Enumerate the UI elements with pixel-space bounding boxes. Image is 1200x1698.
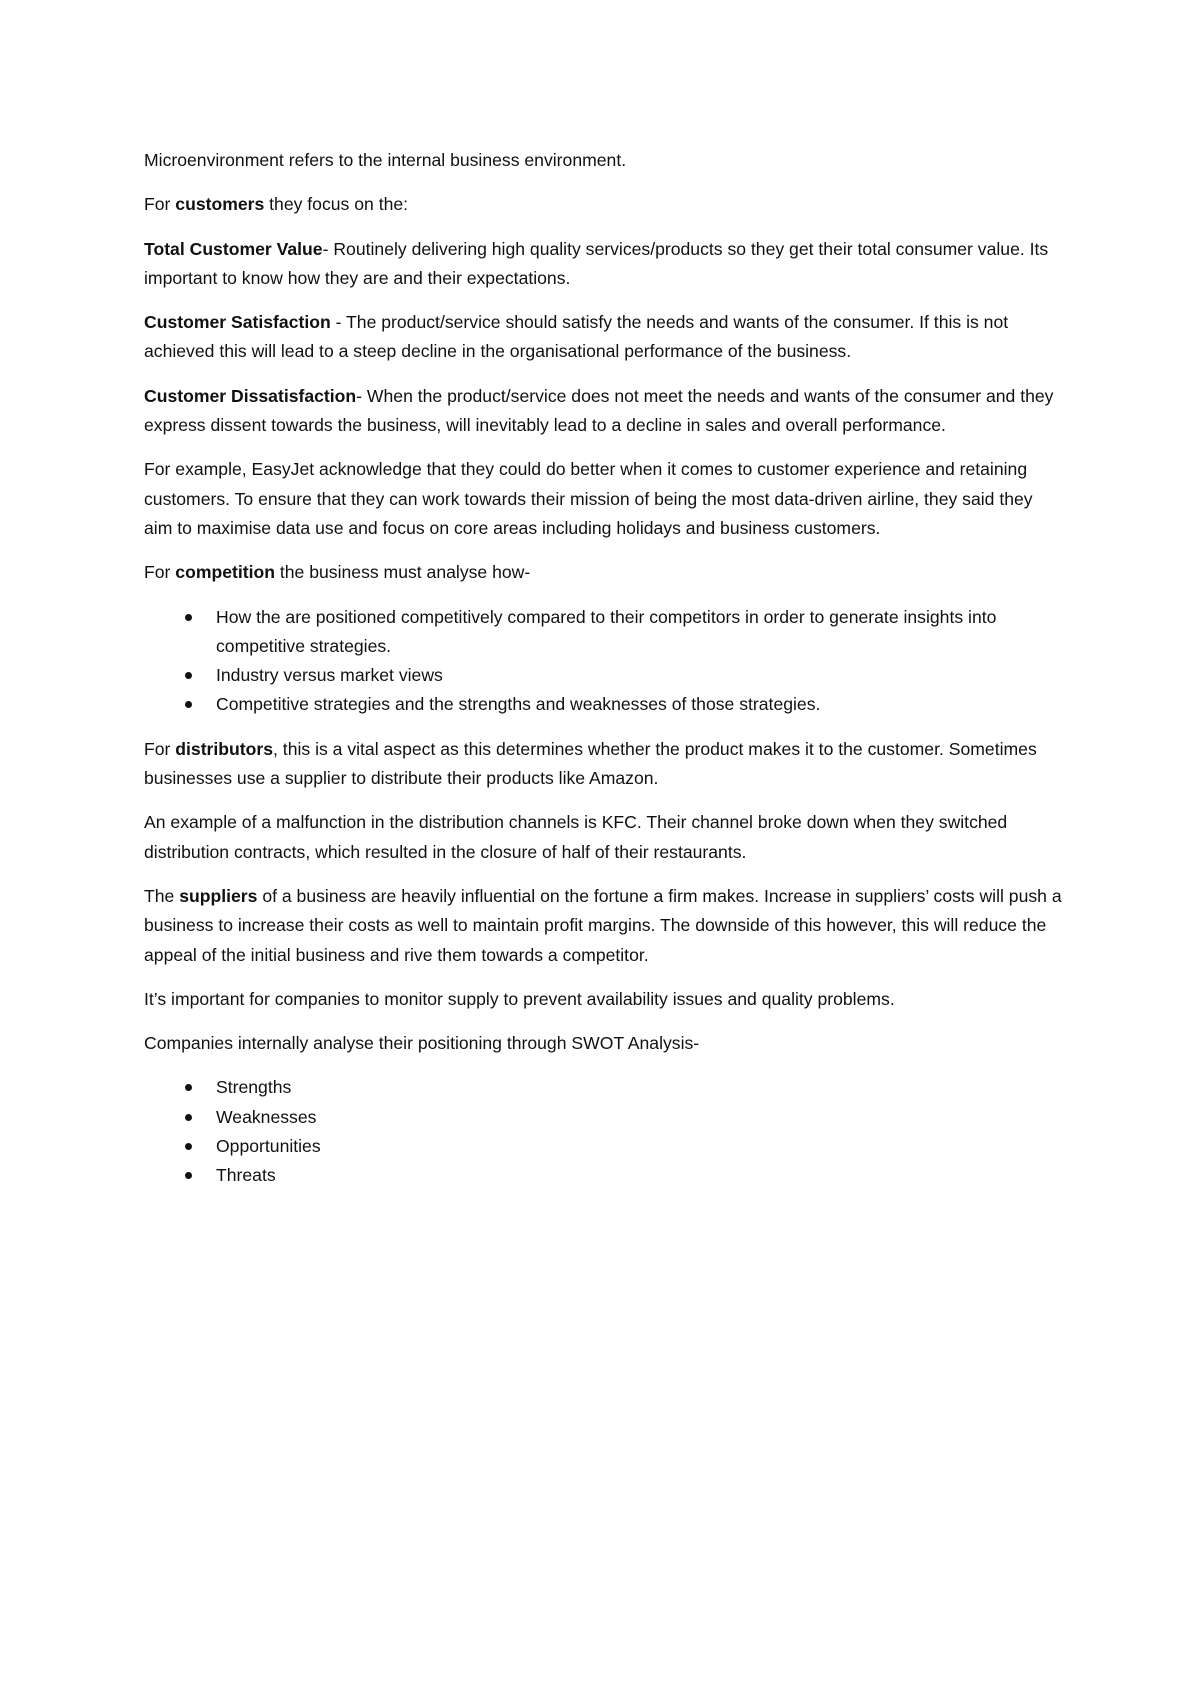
customer-satisfaction-term: Customer Satisfaction: [144, 312, 331, 333]
list-item-text: Threats: [216, 1165, 276, 1186]
competition-suffix: the business must analyse how-: [274, 562, 531, 583]
list-item: [144, 1073, 1064, 1102]
customers-suffix: they focus on the:: [264, 194, 409, 215]
list-item-text: Opportunities: [216, 1136, 321, 1157]
distributors-paragraph: [144, 735, 1064, 794]
customer-dissatisfaction-paragraph: [144, 382, 1064, 441]
competition-paragraph: [144, 558, 1064, 587]
total-customer-value-paragraph: [144, 235, 1064, 294]
customer-dissatisfaction-text: - When the product/service does not meet the needs and wants of the consumer and they express dissent towards the business, will inevitably lead to a decline in sales and overall performance.: [144, 385, 1054, 436]
swot-bullet-list: [144, 1073, 1064, 1190]
customer-dissatisfaction-term: Customer Dissatisfaction: [144, 385, 357, 406]
list-item-text: How the are positioned competitively compared to their competitors in order to generate insights into competitive strategies.: [216, 606, 997, 656]
list-item: [144, 690, 1064, 719]
swot-paragraph: Companies internally analyse their positioning through SWOT Analysis-: [144, 1033, 700, 1054]
list-item: [144, 1103, 1064, 1132]
list-item-text: Industry versus market views: [216, 665, 443, 686]
easyjet-example-paragraph: For example, EasyJet acknowledge that they could do better when it comes to customer experience and retaining customers. To ensure that they can work towards their mission of being the most data-driven airline, they said they aim to maximise data use and focus on core areas including holidays and business customers.: [144, 459, 1033, 538]
monitor-supply-paragraph: It’s important for companies to monitor supply to prevent availability issues and quality problems.: [144, 988, 895, 1009]
customers-paragraph: [144, 190, 1064, 219]
intro-paragraph: Microenvironment refers to the internal business environment.: [144, 150, 627, 170]
bullet-icon: [185, 1143, 192, 1150]
competition-keyword: competition: [175, 562, 275, 583]
suppliers-keyword: suppliers: [179, 885, 258, 906]
distributors-suffix: , this is a vital aspect as this determines whether the product makes it to the customer. Sometimes businesses use a supplier to distribute their products like Amazon.: [144, 738, 1037, 789]
customer-satisfaction-paragraph: [144, 308, 1064, 367]
list-item: [144, 1161, 1064, 1190]
competition-bullet-list: [144, 603, 1064, 720]
bullet-icon: [185, 614, 192, 621]
document-body: [144, 146, 1064, 1206]
bullet-icon: [185, 1114, 192, 1121]
list-item-text: Weaknesses: [216, 1106, 317, 1127]
kfc-example-paragraph: An example of a malfunction in the distribution channels is KFC. Their channel broke down when they switched distribution contracts, which resulted in the closure of half of their restaurants.: [144, 812, 1008, 862]
distributors-keyword: distributors: [175, 738, 274, 759]
bullet-icon: [185, 1172, 192, 1179]
distributors-prefix: For: [144, 738, 176, 759]
total-customer-value-term: Total Customer Value: [144, 238, 323, 259]
customers-prefix: For: [144, 194, 176, 215]
list-item: [144, 661, 1064, 690]
list-item: [144, 603, 1064, 662]
bullet-icon: [185, 1084, 192, 1091]
customers-keyword: customers: [175, 194, 265, 215]
competition-prefix: For: [144, 562, 176, 583]
list-item-text: Competitive strategies and the strengths and weaknesses of those strategies.: [216, 694, 821, 715]
list-item-text: Strengths: [216, 1077, 292, 1098]
list-item: [144, 1132, 1064, 1161]
suppliers-suffix: of a business are heavily influential on the fortune a firm makes. Increase in suppliers’ costs will push a business to increase their costs as well to maintain profit margins. The downside of this however, this will reduce the appeal of the initial business and rive them towards a competitor.: [144, 885, 1062, 965]
suppliers-paragraph: [144, 882, 1064, 970]
total-customer-value-text: - Routinely delivering high quality services/products so they get their total consumer value. Its important to know how they are and their expectations.: [144, 238, 1049, 288]
bullet-icon: [185, 672, 192, 679]
bullet-icon: [185, 701, 192, 708]
customer-satisfaction-text: - The product/service should satisfy the needs and wants of the consumer. If this is not achieved this will lead to a steep decline in the organisational performance of the business.: [144, 312, 1009, 362]
suppliers-prefix: The: [144, 885, 180, 906]
